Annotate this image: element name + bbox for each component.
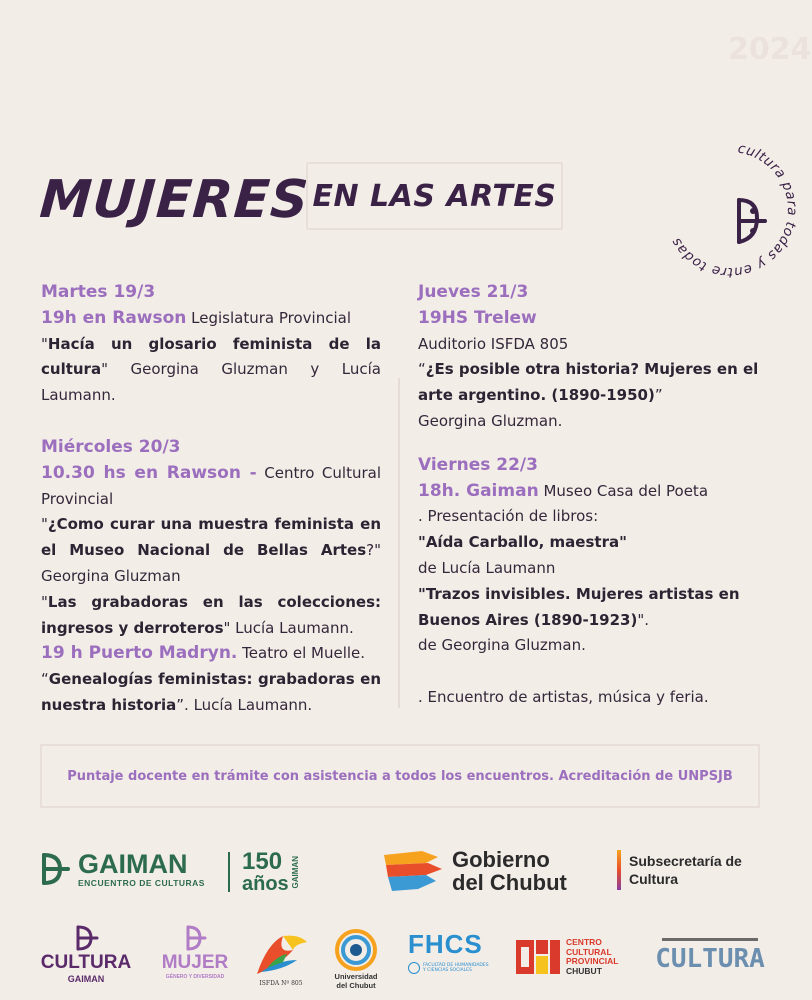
talk-line — [41, 512, 381, 589]
day-label: Miércoles 20/3 — [41, 436, 181, 457]
gobierno-chubut-logo — [382, 848, 567, 894]
subsecretaria-bar — [617, 850, 621, 890]
event-detail: . Presentación de libros: — [418, 507, 599, 526]
gaiman-flower-icon — [38, 851, 72, 887]
column-divider — [398, 378, 400, 708]
circular-badge-icon — [660, 130, 800, 300]
quote: " — [41, 592, 48, 611]
talk-speakers: ?" Georgina Gluzman — [41, 541, 381, 585]
talk-line — [41, 332, 381, 409]
fhcs-sub1: FACULTAD DE HUMANIDADES — [423, 963, 489, 968]
talk-line — [41, 590, 381, 642]
quote: ". — [637, 610, 649, 629]
event-venue: Legislatura Provincial — [186, 308, 351, 327]
gob-line2: del Chubut — [452, 870, 567, 895]
day-label: Martes 19/3 — [41, 282, 156, 302]
univ-line2: del Chubut — [336, 981, 376, 990]
gob-line1: Gobierno — [452, 847, 550, 872]
cultura-logo-text: CULTURA — [40, 952, 132, 973]
fhcs-logo — [408, 930, 490, 974]
fhcs-text: FHCS — [408, 929, 483, 959]
isfda-logo — [252, 930, 310, 987]
event-place: 10.30 hs en Rawson - — [41, 462, 257, 483]
gaiman-logo-text: GAIMAN — [78, 849, 188, 879]
event-line — [41, 461, 381, 513]
fhcs-seal-icon — [408, 962, 420, 974]
cultura-logo-subtext: GAIMAN — [67, 974, 105, 984]
talk-speakers: " Lucía Laumann. — [223, 618, 354, 637]
centro-cultural-icon — [514, 938, 562, 976]
anniversary-word: años — [242, 873, 289, 895]
quote: ” — [654, 386, 663, 405]
book-author: de Georgina Gluzman. — [418, 636, 586, 655]
cultura-block-text: CULTURA — [655, 943, 765, 974]
event-venue: Centro Cultural Provincial — [41, 463, 381, 508]
event-venue: Museo Casa del Poeta — [538, 481, 709, 500]
talk-title: ¿Como curar una muestra feminista en el Museo Nacional de Bellas Artes — [41, 515, 381, 560]
day-label: Jueves 21/3 — [418, 282, 529, 302]
subtitle-box — [306, 162, 563, 230]
anniversary-number: 150 — [242, 848, 283, 875]
badge-ring-text: cultura para todas y entre todas — [668, 140, 800, 281]
left-column — [41, 280, 381, 719]
universidad-chubut-logo — [330, 928, 382, 990]
chubut-map-icon — [382, 849, 444, 893]
mujer-logo-text: MUJER — [161, 952, 229, 973]
day-label: Viernes 22/3 — [418, 454, 538, 475]
ccp-line3: PROVINCIAL — [566, 956, 619, 966]
talk-title: Las grabadoras en las colecciones: ingresos y derroteros — [41, 592, 381, 637]
event-line — [41, 306, 381, 332]
mujer-flower-icon — [183, 924, 207, 952]
talk-title: ¿Es posible otra historia? Mujeres en el arte argentino. (1890-1950) — [418, 360, 759, 405]
logo-divider — [228, 852, 230, 892]
event-place: 19 h Puerto Madryn. — [41, 643, 238, 664]
book-author: de Lucía Laumann — [418, 558, 556, 577]
talk-speakers: ”. Lucía Laumann. — [176, 695, 313, 714]
ccp-line4: CHUBUT — [566, 965, 602, 976]
quote: " — [41, 334, 48, 353]
quote: " — [41, 515, 48, 534]
anniversary-side-text: GAIMAN — [290, 855, 300, 889]
subsecretaria-logo — [617, 850, 742, 890]
right-column — [418, 280, 763, 711]
event-line — [41, 641, 381, 667]
mujer-logo — [158, 924, 232, 980]
event-venue: Teatro el Muelle. — [237, 644, 366, 663]
talk-speakers: " Georgina Gluzman y Lucía Laumann. — [41, 360, 381, 405]
fhcs-sub2: Y CIENCIAS SOCIALES — [423, 968, 472, 973]
isfda-text: ISFDA Nº 805 — [259, 980, 303, 987]
quote: “ — [418, 360, 426, 379]
talk-title: Hacía un glosario feminista de la cultura — [41, 334, 381, 379]
univ-line1: Universidad — [334, 972, 378, 981]
page-title: MUJERES — [37, 170, 311, 230]
book-title: "Aída Carballo, maestra" — [418, 533, 627, 552]
page-subtitle: EN LAS ARTES — [312, 178, 557, 214]
talk-title: Genealogías feministas: grabadoras en nuestra historia — [41, 670, 381, 714]
event-line — [418, 479, 763, 505]
gaiman-logo-subtext: ENCUENTRO DE CULTURAS — [78, 878, 205, 888]
cultura-flower-icon — [73, 924, 99, 952]
centro-cultural-logo — [514, 938, 618, 976]
accreditation-note: Puntaje docente en trámite con asistencia a todos los encuentros. Acreditación de UNPSJB — [67, 768, 733, 784]
sub-line1: Subsecretaría de — [629, 853, 742, 869]
event-place: 19HS Trelew — [418, 307, 537, 328]
book-title: "Trazos invisibles. Mujeres artistas en Buenos Aires (1890-1923) — [418, 584, 740, 629]
year-watermark: 2024 — [728, 32, 812, 67]
talk-line — [41, 667, 381, 719]
ccp-line2: CULTURAL — [566, 946, 612, 957]
event-detail: . Encuentro de artistas, música y feria. — [418, 688, 709, 707]
talk-speakers: Georgina Gluzman. — [418, 411, 563, 430]
isfda-emblem-icon — [253, 930, 309, 980]
note-box — [40, 744, 760, 808]
150-anos-logo — [242, 850, 300, 894]
sub-line2: Cultura — [629, 871, 678, 887]
cultura-gaiman-logo — [38, 924, 134, 984]
svg-text:cultura para todas y entre tod — [668, 141, 800, 280]
universidad-circle-icon — [334, 928, 378, 972]
talk-line — [418, 582, 763, 634]
mujer-logo-subtext: GÉNERO Y DIVERSIDAD — [165, 974, 225, 980]
talk-line — [418, 357, 763, 409]
gaiman-logo — [38, 850, 205, 888]
event-venue: Auditorio ISFDA 805 — [418, 334, 569, 353]
event-place: 19h en Rawson — [41, 307, 187, 328]
ccp-line1: CENTRO — [566, 937, 602, 947]
cultura-block-logo — [655, 938, 765, 976]
quote: “ — [41, 670, 49, 689]
flower-icon — [739, 200, 765, 242]
event-place: 18h. Gaiman — [418, 480, 539, 501]
